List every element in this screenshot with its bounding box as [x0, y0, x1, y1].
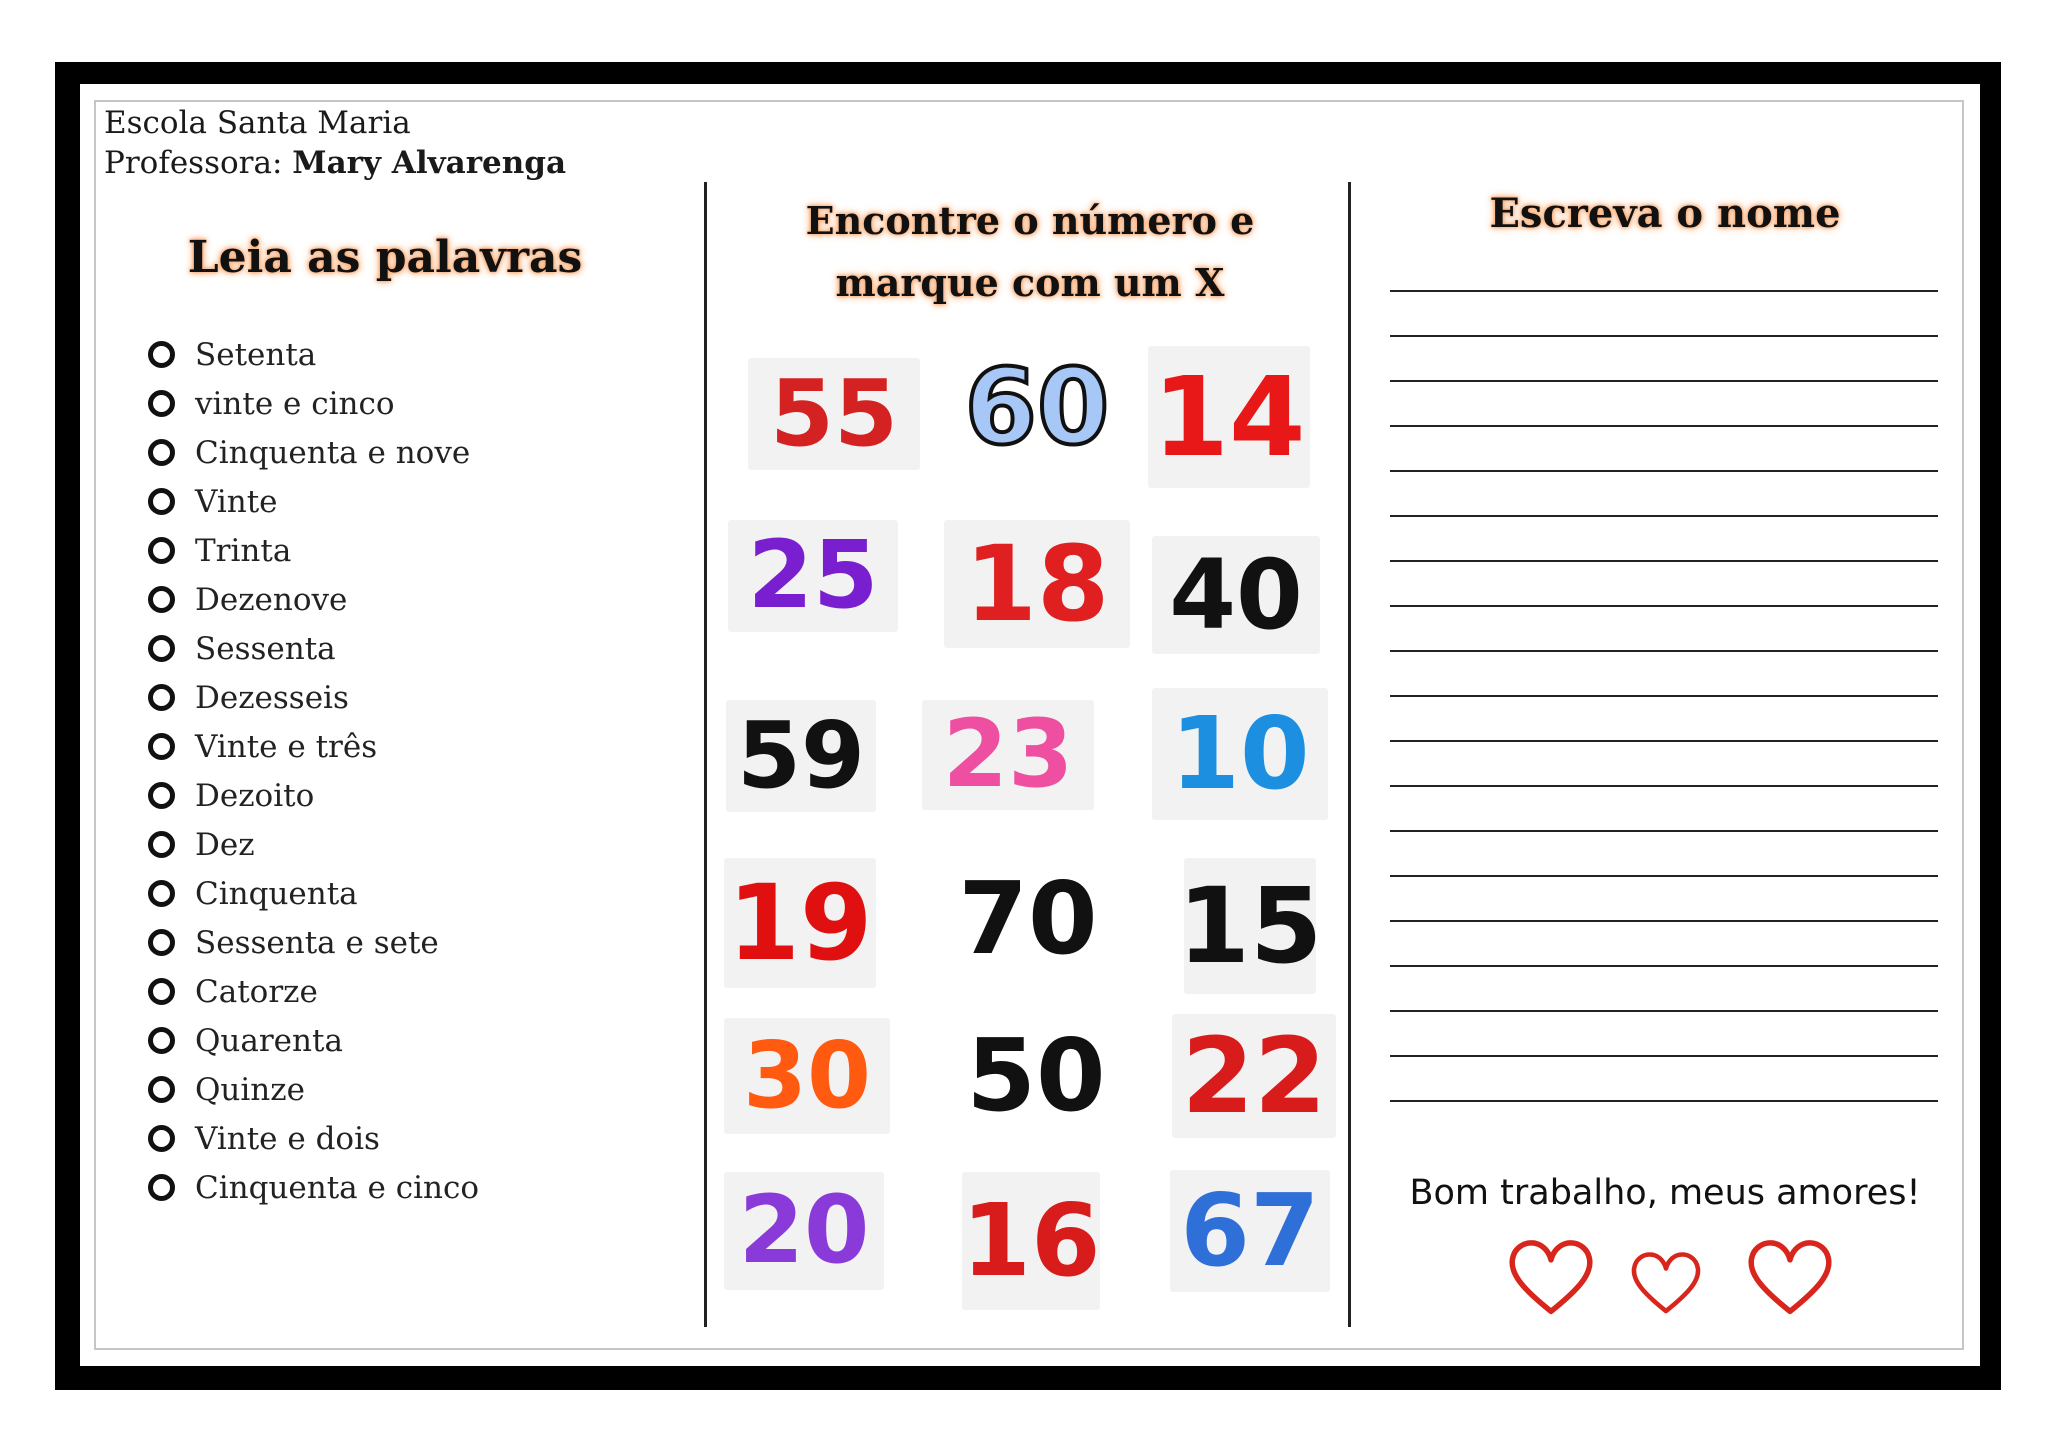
circle-bullet-icon[interactable]: [148, 439, 175, 466]
word-label: Catorze: [195, 973, 318, 1010]
word-item: [148, 771, 479, 820]
word-item: [148, 673, 479, 722]
word-label: Setenta: [195, 336, 317, 373]
column-divider-right: [1348, 182, 1351, 1327]
word-label: Vinte e três: [195, 728, 378, 765]
number-25[interactable]: 25: [728, 520, 898, 632]
number-30[interactable]: 30: [724, 1018, 890, 1134]
writing-line[interactable]: [1390, 290, 1938, 292]
heart-icon: [1744, 1235, 1836, 1320]
number-50[interactable]: 50: [966, 1017, 1106, 1134]
heart-icon: [1628, 1248, 1704, 1318]
number-55[interactable]: 55: [748, 358, 920, 470]
word-label: Quarenta: [195, 1022, 343, 1059]
circle-bullet-icon[interactable]: [148, 1174, 175, 1201]
circle-bullet-icon[interactable]: [148, 488, 175, 515]
word-item: [148, 1016, 479, 1065]
word-label: Cinquenta e cinco: [195, 1169, 479, 1206]
word-label: Dezenove: [195, 581, 348, 618]
writing-line[interactable]: [1390, 605, 1938, 607]
number-19[interactable]: 19: [724, 858, 876, 988]
teacher-label: Professora:: [104, 145, 283, 181]
word-label: Vinte e dois: [195, 1120, 380, 1157]
number-20[interactable]: 20: [724, 1172, 884, 1290]
word-item: [148, 330, 479, 379]
circle-bullet-icon[interactable]: [148, 635, 175, 662]
word-label: Quinze: [195, 1071, 305, 1108]
writing-line[interactable]: [1390, 650, 1938, 652]
number-16[interactable]: 16: [962, 1172, 1100, 1310]
writing-line[interactable]: [1390, 425, 1938, 427]
number-59[interactable]: 59: [726, 700, 876, 812]
column2-title: [720, 190, 1340, 314]
word-label: Dez: [195, 826, 255, 863]
writing-line[interactable]: [1390, 1055, 1938, 1057]
writing-line[interactable]: [1390, 380, 1938, 382]
circle-bullet-icon[interactable]: [148, 831, 175, 858]
circle-bullet-icon[interactable]: [148, 390, 175, 417]
circle-bullet-icon[interactable]: [148, 1027, 175, 1054]
word-label: vinte e cinco: [195, 385, 395, 422]
writing-line[interactable]: [1390, 920, 1938, 922]
number-23[interactable]: 23: [922, 700, 1094, 810]
number-70[interactable]: 70: [958, 860, 1098, 977]
writing-line[interactable]: [1390, 335, 1938, 337]
number-60[interactable]: 60: [964, 346, 1110, 468]
number-67[interactable]: 67: [1170, 1170, 1330, 1292]
word-item: [148, 1114, 479, 1163]
writing-line[interactable]: [1390, 740, 1938, 742]
writing-line[interactable]: [1390, 965, 1938, 967]
writing-line[interactable]: [1390, 695, 1938, 697]
word-label: Cinquenta e nove: [195, 434, 471, 471]
word-item: [148, 428, 479, 477]
word-item: [148, 967, 479, 1016]
number-40[interactable]: 40: [1152, 536, 1320, 654]
number-14[interactable]: 14: [1148, 346, 1310, 488]
school-name: Escola Santa Maria: [104, 105, 411, 141]
writing-line[interactable]: [1390, 560, 1938, 562]
column3-title: Escreva o nome: [1489, 190, 1841, 237]
word-label: Dezesseis: [195, 679, 349, 716]
circle-bullet-icon[interactable]: [148, 586, 175, 613]
writing-line[interactable]: [1390, 1010, 1938, 1012]
header: [104, 103, 566, 183]
word-label: Sessenta: [195, 630, 336, 667]
circle-bullet-icon[interactable]: [148, 880, 175, 907]
circle-bullet-icon[interactable]: [148, 1076, 175, 1103]
number-18[interactable]: 18: [944, 520, 1130, 648]
writing-line[interactable]: [1390, 785, 1938, 787]
word-item: [148, 722, 479, 771]
column1-title: Leia as palavras: [187, 232, 583, 283]
heart-icon: [1505, 1235, 1597, 1320]
circle-bullet-icon[interactable]: [148, 537, 175, 564]
writing-line[interactable]: [1390, 515, 1938, 517]
word-item: [148, 918, 479, 967]
circle-bullet-icon[interactable]: [148, 978, 175, 1005]
word-item: [148, 526, 479, 575]
circle-bullet-icon[interactable]: [148, 1125, 175, 1152]
teacher-line: [104, 143, 566, 183]
footer-message: Bom trabalho, meus amores!: [1409, 1173, 1921, 1213]
circle-bullet-icon[interactable]: [148, 341, 175, 368]
word-label: Trinta: [195, 532, 292, 569]
teacher-name: Mary Alvarenga: [292, 145, 567, 181]
word-item: [148, 1163, 479, 1212]
word-item: [148, 624, 479, 673]
word-label: Sessenta e sete: [195, 924, 439, 961]
word-item: [148, 869, 479, 918]
column-divider-left: [704, 182, 707, 1327]
column2-title-line2: marque com um X: [835, 260, 1225, 305]
word-item: [148, 379, 479, 428]
column2-title-line1: Encontre o número e: [805, 198, 1255, 243]
word-label: Vinte: [195, 483, 278, 520]
circle-bullet-icon[interactable]: [148, 929, 175, 956]
writing-line[interactable]: [1390, 830, 1938, 832]
word-label: Cinquenta: [195, 875, 358, 912]
word-item: [148, 1065, 479, 1114]
word-item: [148, 820, 479, 869]
word-label: Dezoito: [195, 777, 315, 814]
writing-line[interactable]: [1390, 1100, 1938, 1102]
circle-bullet-icon[interactable]: [148, 733, 175, 760]
word-item: [148, 477, 479, 526]
writing-line[interactable]: [1390, 875, 1938, 877]
word-item: [148, 575, 479, 624]
number-10[interactable]: 10: [1152, 688, 1328, 820]
word-list: [148, 330, 479, 1212]
number-15[interactable]: 15: [1184, 858, 1316, 994]
writing-line[interactable]: [1390, 470, 1938, 472]
circle-bullet-icon[interactable]: [148, 684, 175, 711]
number-22[interactable]: 22: [1172, 1014, 1336, 1138]
circle-bullet-icon[interactable]: [148, 782, 175, 809]
